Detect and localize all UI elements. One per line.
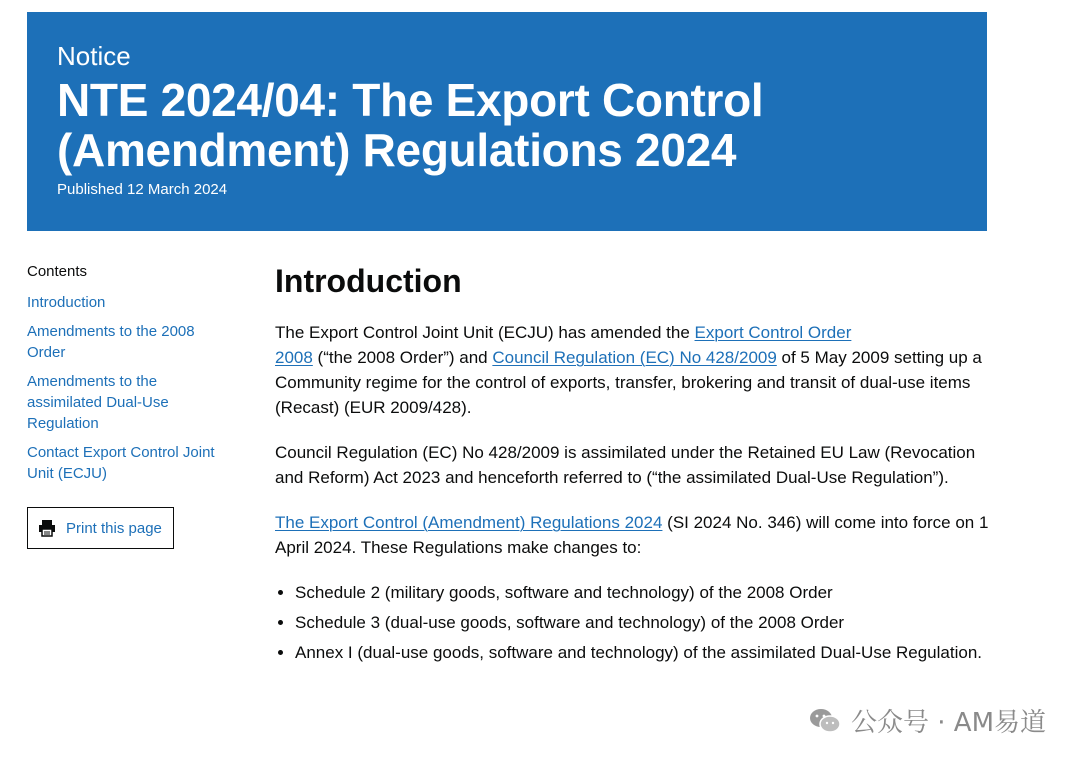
contents-link-amendments-2008-order[interactable]: Amendments to the 2008 Order (27, 323, 195, 361)
contents-item (27, 442, 237, 484)
contents-list (27, 292, 237, 484)
council-regulation-link[interactable]: Council Regulation (EC) No 428/2009 (492, 348, 777, 367)
list-item: • Annex I (dual-use goods, software and technology) of the assimilated Dual-Use Regulation. (295, 640, 995, 665)
published-date: Published 12 March 2024 (57, 181, 228, 198)
print-page-button[interactable] (27, 507, 174, 549)
contents-sidebar (27, 262, 237, 549)
section-heading-introduction: Introduction (275, 263, 462, 299)
page-title (57, 75, 957, 175)
watermark-text: 公众号 · AM易道 (850, 708, 1046, 738)
watermark (809, 702, 1046, 739)
contents-item (27, 292, 237, 313)
document-type: Notice (57, 41, 131, 71)
list-item: • Schedule 2 (military goods, software and technology) of the 2008 Order (295, 580, 995, 605)
contents-item (27, 321, 237, 363)
intro-paragraph-1: The Export Control Joint Unit (ECJU) has amended the Export Control Order 2008 (“the 2008 Order”) and Council Regulation (EC) No 428/2009 of 5 May 2009 setting up a Community regime for the control of exports, transfer, brokering and transit of dual-use items (Recast) (EUR 2009/428). (275, 323, 982, 417)
page-header-banner (27, 12, 987, 231)
contents-link-introduction[interactable]: Introduction (27, 294, 106, 311)
wechat-icon (809, 707, 841, 735)
printer-icon (38, 519, 56, 537)
contents-heading: Contents (27, 263, 88, 280)
contents-item (27, 371, 237, 434)
page-title-line-2: (Amendment) Regulations 2024 (57, 124, 737, 176)
intro-paragraph-2: Council Regulation (EC) No 428/2009 is assimilated under the Retained EU Law (Revocation and Reform) Act 2023 and henceforth referred to (“the assimilated Dual-Use Regulation”). (275, 443, 976, 487)
changes-list (275, 580, 995, 665)
list-item: • Schedule 3 (dual-use goods, software and technology) of the 2008 Order (295, 610, 995, 635)
intro-paragraph-3: The Export Control (Amendment) Regulations 2024 (SI 2024 No. 346) will come into force on 1 April 2024. These Regulations make changes to: (275, 513, 989, 557)
export-control-order-2008-link[interactable]: Export Control Order 2008 (275, 323, 852, 367)
page-title-line-1: NTE 2024/04: The Export Control (57, 74, 764, 126)
contents-link-contact-ecju[interactable]: Contact Export Control Joint Unit (ECJU) (27, 444, 215, 482)
contents-link-amendments-dual-use[interactable]: Amendments to the assimilated Dual-Use Regulation (27, 373, 169, 432)
main-content (275, 262, 995, 670)
print-page-label: Print this page (66, 519, 162, 537)
export-control-amendment-regulations-link[interactable]: The Export Control (Amendment) Regulations 2024 (275, 513, 663, 532)
